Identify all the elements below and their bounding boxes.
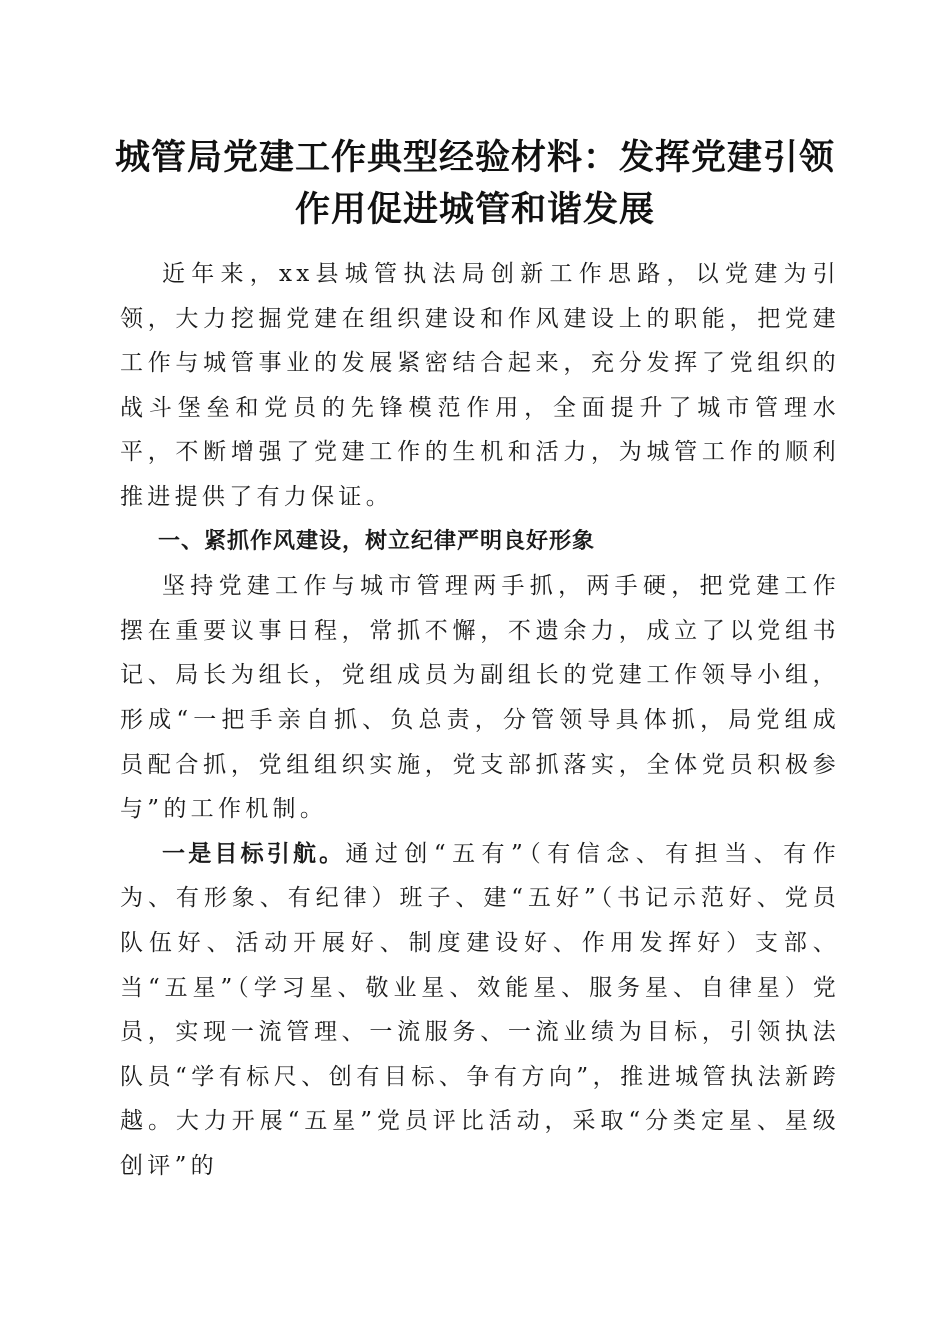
document-title [80,132,870,236]
title-line-2: 作用促进城管和谐发展 [294,189,655,230]
item-1-text: 通过创“五有”（有信念、有担当、有作为、有形象、有纪律）班子、建“五好”（书记示范好、党员队伍好、活动开展好、制度建设好、作用发挥好）支部、当“五星”（学习星、敬业星、效能星、服务星、自律星）党员，实现一流管理、一流服务、一流业绩为目标，引领执法队员“学有标尺、创有目标、争有方向”，推进城管执法新跨越。大力开展“五星”党员评比活动，采取“分类定星、星级创评”的 [120,840,841,1179]
item-1-paragraph [120,832,840,1189]
section-1-heading: 一、紧抓作风建设，树立纪律严明良好形象 [158,528,596,554]
section-1-paragraph: 坚持党建工作与城市管理两手抓，两手硬，把党建工作摆在重要议事日程，常抓不懈，不遗余力，成立了以党组书记、局长为组长，党组成员为副组长的党建工作领导小组，形成“一把手亲自抓、负总责，分管领导具体抓，局党组成员配合抓，党组组织实施，党支部抓落实，全体党员积极参与”的工作机制。 [120,573,840,823]
document-body [120,252,840,1188]
title-line-1: 城管局党建工作典型经验材料：发挥党建引领 [114,137,835,178]
intro-paragraph: 近年来，xx县城管执法局创新工作思路，以党建为引领，大力挖掘党建在组织建设和作风建设上的职能，把党建工作与城管事业的发展紧密结合起来，充分发挥了党组织的战斗堡垒和党员的先锋模范作用，全面提升了城市管理水平，不断增强了党建工作的生机和活力，为城管工作的顺利推进提供了有力保证。 [120,261,840,510]
item-1-lead: 一是目标引航。 [162,840,346,867]
